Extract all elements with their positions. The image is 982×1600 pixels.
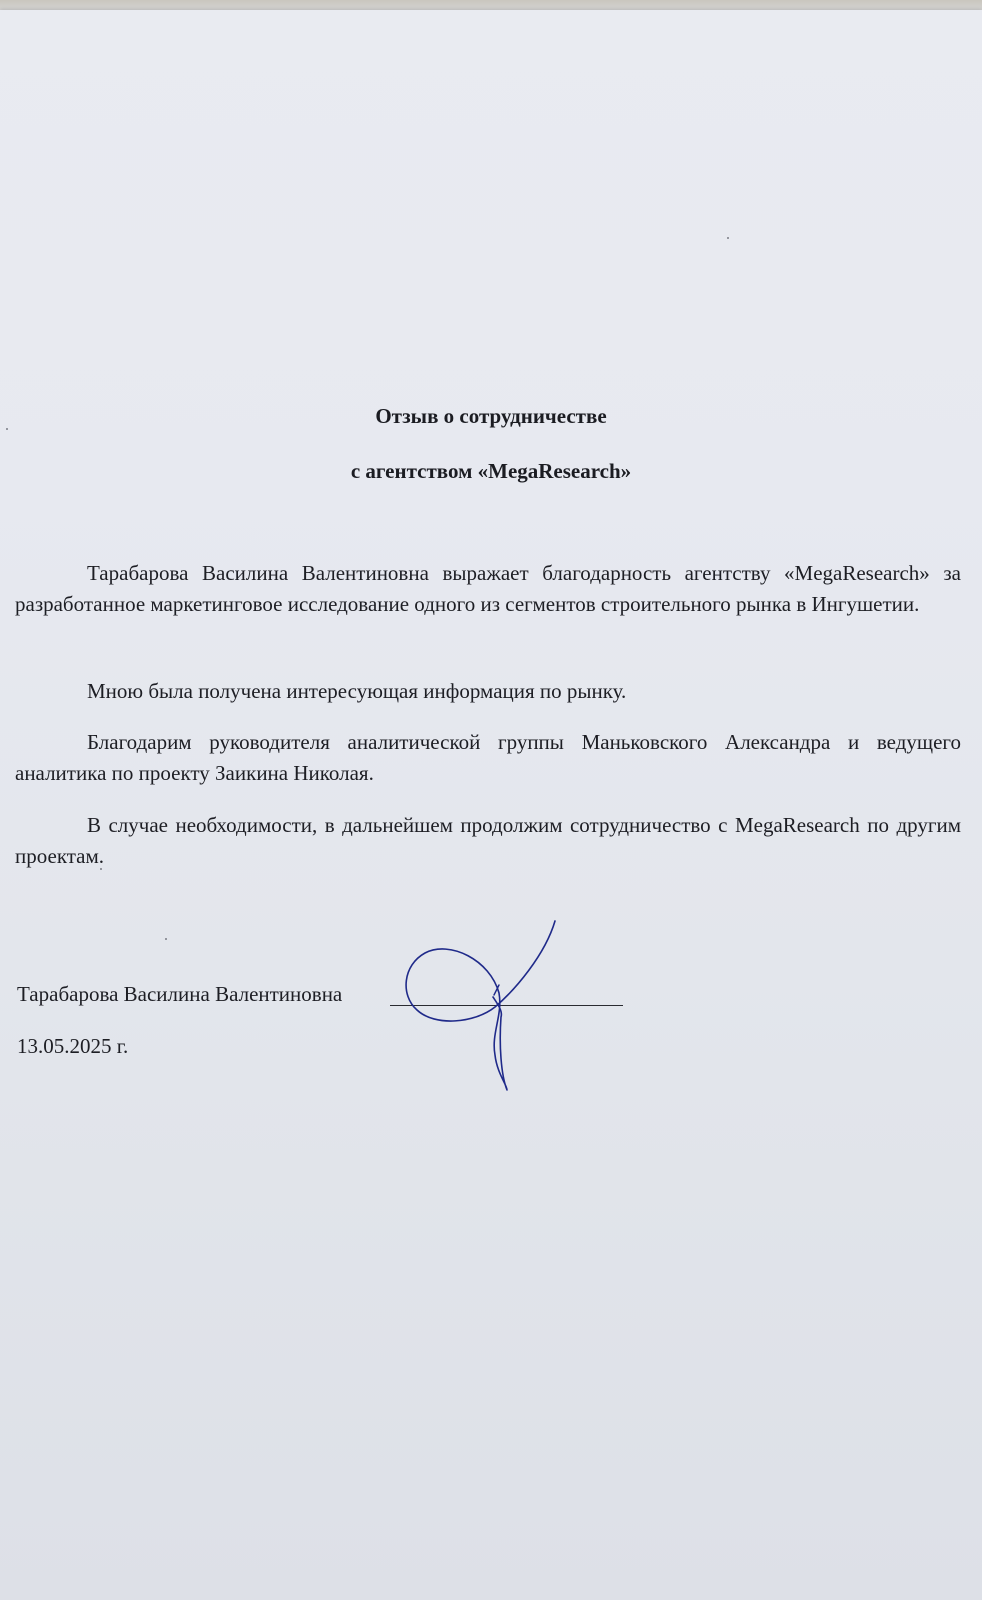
paragraph-information-received: Мною была получена интересующая информация по рынку. (87, 679, 627, 703)
document-title-line-1: Отзыв о сотрудничестве (375, 404, 607, 428)
paragraph-gratitude: Тарабарова Василина Валентиновна выражает благодарность агентству «MegaResearch» за разработанное маркетинговое исследование одного из сегментов строительного рынка в Ингушетии. (15, 561, 961, 616)
paragraph-thanks-team: Благодарим руководителя аналитической группы Маньковского Александра и ведущего аналитика по проекту Заикина Николая. (15, 730, 961, 785)
paper-speck (100, 868, 102, 870)
document-title-line-2: с агентством «MegaResearch» (350, 459, 632, 483)
signer-name: Тарабарова Василина Валентиновна (17, 982, 343, 1006)
paper-sheet (0, 10, 982, 1600)
paper-speck (727, 237, 729, 239)
paper-speck (6, 428, 8, 430)
paragraph-future-cooperation: В случае необходимости, в дальнейшем продолжим сотрудничество с MegaResearch по другим проектам. (15, 813, 961, 868)
paper-speck (165, 938, 167, 940)
handwritten-signature (395, 915, 565, 1100)
document-date: 13.05.2025 г. (17, 1034, 129, 1058)
